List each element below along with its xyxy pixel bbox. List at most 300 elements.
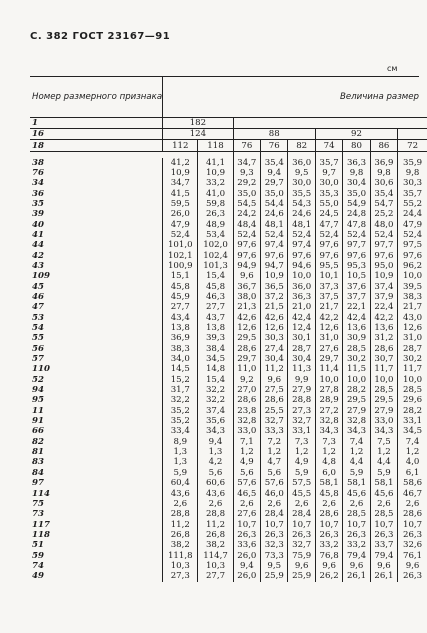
table-cell: 97,6 xyxy=(370,251,397,261)
table-cell: 47,9 xyxy=(170,219,190,230)
table-cell: 7,3 xyxy=(315,437,342,447)
table-cell: 4,0 xyxy=(398,457,427,467)
table-cell: 29,7 xyxy=(315,354,342,364)
table-cell: 9,8 xyxy=(398,168,427,178)
row-id: 95 xyxy=(30,395,163,405)
table-cell: 32,2 xyxy=(198,395,233,405)
table-row xyxy=(30,282,427,292)
table-cell: 31,0 xyxy=(398,333,427,343)
page-header xyxy=(30,31,170,42)
table-cell: 52,4 xyxy=(398,230,427,240)
table-cell: 13,8 xyxy=(198,323,233,333)
table-cell: 1,2 xyxy=(370,447,397,457)
table-cell: 28,6 xyxy=(398,509,427,519)
header-cell: 92 xyxy=(315,129,397,140)
header-row-18 xyxy=(30,140,427,152)
table-cell: 27,9 xyxy=(288,385,315,395)
table-cell: 27,3 xyxy=(170,571,190,582)
table-cell: 22,1 xyxy=(343,302,370,312)
table-cell: 10,7 xyxy=(398,520,427,530)
header-row-labels xyxy=(30,77,427,118)
table-cell: 32,3 xyxy=(261,540,288,550)
table-row xyxy=(30,168,427,178)
table-row xyxy=(30,251,427,261)
row-id: 114 xyxy=(30,489,163,499)
table-cell: 1,3 xyxy=(173,447,188,458)
table-cell: 26,0 xyxy=(233,551,260,561)
table-cell: 97,6 xyxy=(233,251,260,261)
table-cell: 101,3 xyxy=(198,261,233,271)
table-row xyxy=(30,178,427,188)
table-cell: 11,0 xyxy=(233,364,260,374)
table-cell: 4,8 xyxy=(315,457,342,467)
table-cell: 30,2 xyxy=(398,354,427,364)
row-id: 36 xyxy=(30,189,163,199)
table-cell: 33,4 xyxy=(170,426,190,437)
table-cell: 27,3 xyxy=(288,406,315,416)
table-row xyxy=(30,199,427,209)
table-cell: 27,5 xyxy=(261,385,288,395)
table-cell: 30,1 xyxy=(288,333,315,343)
table-row xyxy=(30,489,427,499)
table-cell: 41,1 xyxy=(198,158,233,168)
table-cell: 10,7 xyxy=(261,520,288,530)
header-cell: 76 xyxy=(261,140,288,152)
table-cell: 11,2 xyxy=(170,519,190,530)
table-cell: 57,6 xyxy=(233,478,260,488)
table-cell: 97,4 xyxy=(261,240,288,250)
row-id: 73 xyxy=(30,509,163,519)
row-id: 66 xyxy=(30,426,163,436)
table-cell: 97,6 xyxy=(288,251,315,261)
table-cell: 94,9 xyxy=(233,261,260,271)
table-cell: 26,1 xyxy=(370,571,397,581)
table-cell: 36,9 xyxy=(170,333,190,344)
table-cell: 9,8 xyxy=(370,168,397,178)
table-cell: 15,2 xyxy=(170,374,190,385)
table-cell: 12,6 xyxy=(315,323,342,333)
row-id: 45 xyxy=(30,282,163,292)
header-caption: Величина размер xyxy=(163,77,427,118)
table-cell: 48,1 xyxy=(288,220,315,230)
table-cell: 35,5 xyxy=(288,189,315,199)
table-cell: 1,2 xyxy=(315,447,342,457)
table-row xyxy=(30,333,427,343)
row-id: 83 xyxy=(30,457,163,467)
table-cell: 28,5 xyxy=(343,344,370,354)
row-id: 81 xyxy=(30,447,163,457)
table-cell: 32,8 xyxy=(343,416,370,426)
table-cell: 11,5 xyxy=(343,364,370,374)
table-cell: 27,2 xyxy=(315,406,342,416)
table-cell: 54,7 xyxy=(370,199,397,209)
row-id: 97 xyxy=(30,478,163,488)
table-cell: 36,9 xyxy=(370,158,397,168)
table-cell: 9,7 xyxy=(315,168,342,178)
table-cell: 54,3 xyxy=(288,199,315,209)
table-row xyxy=(30,385,427,395)
table-cell: 102,0 xyxy=(198,240,233,250)
size-table xyxy=(30,77,427,582)
table-cell: 2,6 xyxy=(261,499,288,509)
table-body xyxy=(30,158,427,582)
table-cell: 28,5 xyxy=(370,509,397,519)
table-cell: 48,0 xyxy=(370,220,397,230)
table-cell: 54,9 xyxy=(343,199,370,209)
table-cell: 26,3 xyxy=(233,530,260,540)
table-cell: 38,3 xyxy=(170,343,190,354)
table-cell: 35,0 xyxy=(233,189,260,199)
table-row xyxy=(30,209,427,219)
table-cell: 43,0 xyxy=(398,313,427,323)
table-cell: 30,4 xyxy=(343,178,370,188)
table-cell: 97,7 xyxy=(370,240,397,250)
table-cell: 43,6 xyxy=(198,489,233,499)
table-cell: 58,1 xyxy=(315,478,342,488)
table-cell: 1,3 xyxy=(173,457,188,468)
table-cell: 34,0 xyxy=(170,354,190,365)
table-cell: 10,0 xyxy=(370,375,397,385)
table-cell: 25,9 xyxy=(261,571,288,581)
table-cell: 34,5 xyxy=(198,354,233,364)
table-cell: 31,2 xyxy=(370,333,397,343)
table-cell: 27,6 xyxy=(315,344,342,354)
table-cell: 9,6 xyxy=(370,561,397,571)
table-cell: 24,2 xyxy=(233,209,260,219)
table-cell: 1,2 xyxy=(233,447,260,457)
header-cell: 82 xyxy=(288,140,315,152)
table-cell: 32,7 xyxy=(261,416,288,426)
table-cell: 30,2 xyxy=(343,354,370,364)
table-row xyxy=(30,395,427,405)
table-cell: 7,2 xyxy=(261,437,288,447)
standard-code: ГОСТ 23167—91 xyxy=(72,31,171,42)
table-cell: 10,9 xyxy=(370,271,397,281)
table-cell: 9,6 xyxy=(261,375,288,385)
row-id: 54 xyxy=(30,323,163,333)
table-cell: 37,5 xyxy=(315,292,342,302)
table-cell: 94,7 xyxy=(261,261,288,271)
table-cell: 26,0 xyxy=(233,571,260,581)
header-cell: 88 xyxy=(233,129,315,140)
table-cell: 4,9 xyxy=(233,457,260,467)
table-cell: 97,5 xyxy=(398,240,427,250)
table-cell: 2,6 xyxy=(198,499,233,509)
table-cell: 10,5 xyxy=(343,271,370,281)
table-cell: 35,2 xyxy=(170,405,190,416)
table-cell: 34,3 xyxy=(198,426,233,436)
table-cell: 27,7 xyxy=(198,571,233,581)
table-cell: 33,0 xyxy=(370,416,397,426)
table-cell: 26,3 xyxy=(261,530,288,540)
table-row xyxy=(30,158,427,168)
table-cell: 41,0 xyxy=(198,189,233,199)
table-cell: 24,6 xyxy=(261,209,288,219)
table-cell: 29,5 xyxy=(233,333,260,343)
table-cell: 29,7 xyxy=(233,354,260,364)
column-label: Номер размерного признака xyxy=(30,77,163,118)
row-id: 84 xyxy=(30,468,163,478)
table-cell: 57,5 xyxy=(288,478,315,488)
table-cell: 94,6 xyxy=(288,261,315,271)
table-cell: 42,6 xyxy=(261,313,288,323)
table-cell: 2,6 xyxy=(370,499,397,509)
row-id: 49 xyxy=(30,571,163,581)
table-cell: 10,0 xyxy=(288,271,315,281)
table-cell: 34,3 xyxy=(315,426,342,436)
table-cell: 7,3 xyxy=(288,437,315,447)
table-row xyxy=(30,561,427,571)
table-cell: 33,0 xyxy=(233,426,260,436)
table-cell: 5,6 xyxy=(233,468,260,478)
table-cell: 4,4 xyxy=(370,457,397,467)
table-cell: 36,3 xyxy=(288,292,315,302)
table-cell: 9,2 xyxy=(233,375,260,385)
header-cell: 80 xyxy=(343,140,370,152)
row-id: 11 xyxy=(30,406,163,416)
table-cell: 4,4 xyxy=(343,457,370,467)
table-cell: 97,6 xyxy=(233,240,260,250)
table-cell: 29,2 xyxy=(233,178,260,188)
table-cell: 2,6 xyxy=(398,499,427,509)
table-cell: 59,5 xyxy=(170,198,190,209)
table-cell: 95,5 xyxy=(315,261,342,271)
table-row xyxy=(30,468,427,478)
table-cell: 37,2 xyxy=(261,292,288,302)
table-cell: 35,3 xyxy=(315,189,342,199)
table-row xyxy=(30,313,427,323)
table-cell: 30,0 xyxy=(288,178,315,188)
table-cell: 38,0 xyxy=(233,292,260,302)
table-cell: 35,0 xyxy=(343,189,370,199)
table-cell: 28,7 xyxy=(398,344,427,354)
row-id: 51 xyxy=(30,540,163,550)
table-cell: 1,3 xyxy=(198,447,233,457)
table-cell: 4,2 xyxy=(198,457,233,467)
row-id: 117 xyxy=(30,520,163,530)
table-cell: 21,5 xyxy=(261,302,288,312)
table-cell: 15,4 xyxy=(198,271,233,281)
table-cell: 27,9 xyxy=(370,406,397,416)
table-cell: 58,6 xyxy=(398,478,427,488)
table-cell: 24,8 xyxy=(343,209,370,219)
table-cell: 41,5 xyxy=(170,188,190,199)
table-cell: 30,4 xyxy=(261,354,288,364)
table-cell: 111,8 xyxy=(167,550,193,561)
table-cell: 33,3 xyxy=(261,426,288,436)
table-cell: 11,7 xyxy=(370,364,397,374)
table-cell: 2,6 xyxy=(288,499,315,509)
table-cell: 34,3 xyxy=(370,426,397,436)
table-cell: 33,7 xyxy=(370,540,397,550)
table-cell: 57,6 xyxy=(261,478,288,488)
table-cell: 10,9 xyxy=(170,167,190,178)
table-cell: 28,5 xyxy=(370,385,397,395)
table-cell: 42,2 xyxy=(315,313,342,323)
table-cell: 97,6 xyxy=(343,251,370,261)
table-cell: 47,8 xyxy=(343,220,370,230)
table-cell: 2,6 xyxy=(343,499,370,509)
table-cell: 35,7 xyxy=(398,189,427,199)
table-cell: 58,1 xyxy=(343,478,370,488)
table-cell: 21,0 xyxy=(288,302,315,312)
table-cell: 102,1 xyxy=(167,250,193,261)
table-cell: 10,7 xyxy=(370,520,397,530)
row-id: 91 xyxy=(30,416,163,426)
table-cell: 1,2 xyxy=(261,447,288,457)
table-cell: 33,1 xyxy=(398,416,427,426)
table-cell: 39,5 xyxy=(398,282,427,292)
table-cell: 10,1 xyxy=(315,271,342,281)
table-cell: 30,7 xyxy=(370,354,397,364)
table-cell: 2,6 xyxy=(315,499,342,509)
unit-label: см xyxy=(387,64,398,73)
table-cell: 21,3 xyxy=(233,302,260,312)
table-cell: 45,8 xyxy=(198,282,233,292)
table-cell: 60,6 xyxy=(198,478,233,488)
table-cell: 52,4 xyxy=(315,230,342,240)
table-row xyxy=(30,447,427,457)
table-cell: 27,7 xyxy=(170,302,190,313)
table-cell: 10,9 xyxy=(261,271,288,281)
table-cell: 37,7 xyxy=(343,292,370,302)
header-cell: 124 xyxy=(163,129,233,140)
table-row xyxy=(30,354,427,364)
table-cell: 37,4 xyxy=(198,406,233,416)
table-cell: 11,3 xyxy=(288,364,315,374)
table-cell: 28,6 xyxy=(233,344,260,354)
table-cell: 10,7 xyxy=(233,520,260,530)
table-cell: 35,4 xyxy=(261,158,288,168)
table-cell: 12,6 xyxy=(261,323,288,333)
table-cell: 23,8 xyxy=(233,406,260,416)
table-cell: 28,2 xyxy=(343,385,370,395)
table-cell: 32,8 xyxy=(315,416,342,426)
table-cell: 55,0 xyxy=(315,199,342,209)
table-cell: 24,5 xyxy=(315,209,342,219)
table-cell: 43,6 xyxy=(170,488,190,499)
table-cell: 10,3 xyxy=(198,561,233,571)
table-cell: 52,4 xyxy=(170,229,190,240)
table-cell: 27,0 xyxy=(233,385,260,395)
row-id: 94 xyxy=(30,385,163,395)
table-cell: 96,2 xyxy=(398,261,427,271)
row-id: 57 xyxy=(30,354,163,364)
table-cell: 102,4 xyxy=(198,251,233,261)
table-cell: 15,1 xyxy=(170,271,190,282)
table-cell: 52,4 xyxy=(233,230,260,240)
table-cell: 58,1 xyxy=(370,478,397,488)
table-cell: 10,0 xyxy=(398,375,427,385)
table-cell: 54,5 xyxy=(233,199,260,209)
table-cell: 79,4 xyxy=(343,551,370,561)
table-cell: 15,4 xyxy=(198,375,233,385)
page-number: С. 382 xyxy=(30,31,69,42)
table-row xyxy=(30,540,427,550)
row-id: 109 xyxy=(30,271,163,281)
table-cell: 10,7 xyxy=(343,520,370,530)
header-cell: 86 xyxy=(370,140,397,152)
row-id: 56 xyxy=(30,344,163,354)
table-cell: 9,6 xyxy=(398,561,427,571)
table-cell: 27,8 xyxy=(315,385,342,395)
table-cell: 30,4 xyxy=(288,354,315,364)
row-id: 41 xyxy=(30,230,163,240)
table-row xyxy=(30,520,427,530)
table-row xyxy=(30,457,427,467)
table-cell: 6,1 xyxy=(398,468,427,478)
row-id: 55 xyxy=(30,333,163,343)
table-cell: 7,1 xyxy=(233,437,260,447)
table-cell: 26,3 xyxy=(315,530,342,540)
table-cell: 9,9 xyxy=(288,375,315,385)
row-id: 43 xyxy=(30,261,163,271)
table-row xyxy=(30,240,427,250)
table-cell: 28,9 xyxy=(315,395,342,405)
table-cell: 100,9 xyxy=(167,260,193,271)
table-cell: 52,4 xyxy=(370,230,397,240)
table-cell: 4,9 xyxy=(288,457,315,467)
table-cell: 12,6 xyxy=(398,323,427,333)
header-cell-empty xyxy=(233,118,427,129)
table-cell: 35,6 xyxy=(198,416,233,426)
table-cell: 101,0 xyxy=(167,240,193,251)
row-id: 118 xyxy=(30,530,163,540)
table-cell: 26,8 xyxy=(170,529,190,540)
table-cell: 30,9 xyxy=(343,333,370,343)
table-cell: 28,6 xyxy=(233,395,260,405)
table-row xyxy=(30,220,427,230)
table-cell: 9,4 xyxy=(198,437,233,447)
header-cell-empty xyxy=(398,129,427,140)
header-cell: 74 xyxy=(315,140,342,152)
table-cell: 28,6 xyxy=(261,395,288,405)
table-cell: 27,9 xyxy=(343,406,370,416)
table-cell: 9,6 xyxy=(343,561,370,571)
table-cell: 22,4 xyxy=(370,302,397,312)
table-cell: 30,3 xyxy=(261,333,288,343)
table-cell: 54,4 xyxy=(261,199,288,209)
table-cell: 25,2 xyxy=(370,209,397,219)
table-cell: 42,6 xyxy=(233,313,260,323)
row-id: 42 xyxy=(30,251,163,261)
row-id: 75 xyxy=(30,499,163,509)
table-cell: 21,7 xyxy=(398,302,427,312)
table-cell: 33,2 xyxy=(315,540,342,550)
header-cell: 112 xyxy=(163,140,198,152)
header-cell: 72 xyxy=(398,140,427,152)
table-cell: 25,5 xyxy=(261,406,288,416)
row-id: 44 xyxy=(30,240,163,250)
table-cell: 45,6 xyxy=(370,489,397,499)
table-cell: 52,4 xyxy=(343,230,370,240)
table-row xyxy=(30,509,427,519)
table-cell: 37,9 xyxy=(370,292,397,302)
table-cell: 45,8 xyxy=(170,281,190,292)
table-cell: 28,4 xyxy=(288,509,315,519)
table-cell: 9,5 xyxy=(288,168,315,178)
table-row xyxy=(30,344,427,354)
table-cell: 13,8 xyxy=(170,323,190,333)
table-cell: 46,3 xyxy=(198,292,233,302)
table-cell: 43,7 xyxy=(198,313,233,323)
table-cell: 10,3 xyxy=(170,560,190,571)
table-cell: 1,2 xyxy=(288,447,315,457)
header-id: 18 xyxy=(30,140,163,152)
table-cell: 75,9 xyxy=(288,551,315,561)
table-cell: 29,5 xyxy=(343,395,370,405)
table-cell: 35,4 xyxy=(370,189,397,199)
